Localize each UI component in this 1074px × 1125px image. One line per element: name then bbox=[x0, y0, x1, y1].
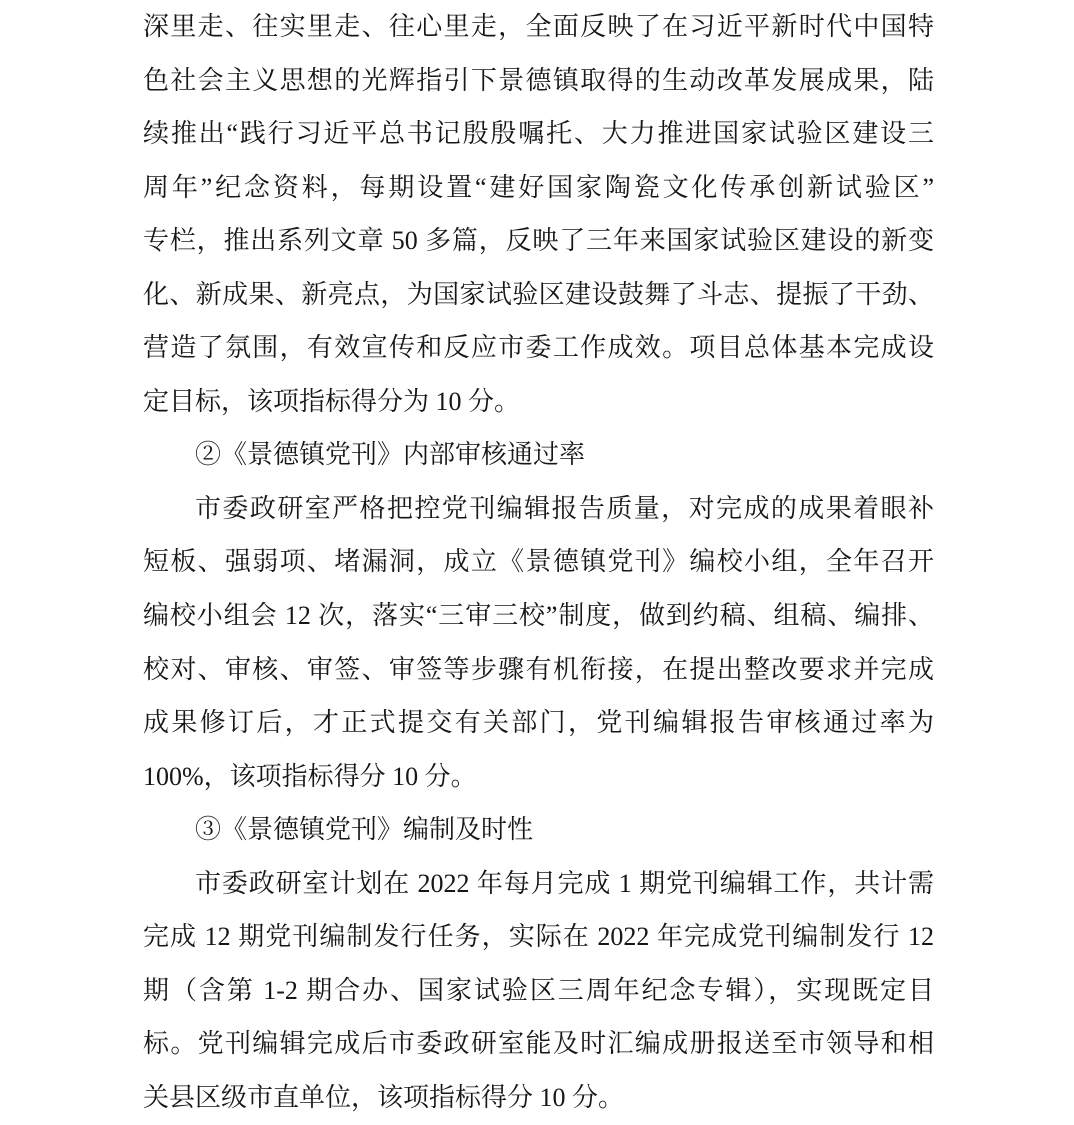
text-line: 编校小组会 12 次，落实“三审三校”制度，做到约稿、组稿、编排、 bbox=[143, 601, 934, 631]
text-line: 关县区级市直单位，该项指标得分 10 分。 bbox=[143, 1082, 625, 1112]
text-line: 期（含第 1-2 期合办、国家试验区三周年纪念专辑），实现既定目 bbox=[143, 975, 934, 1005]
text-line: 市委政研室严格把控党刊编辑报告质量，对完成的成果着眼补 bbox=[195, 493, 934, 523]
paragraph-continuation bbox=[143, 0, 934, 428]
text-line: 完成 12 期党刊编制发行任务，实际在 2022 年完成党刊编制发行 12 bbox=[143, 922, 934, 952]
paragraph-internal-review bbox=[143, 482, 934, 803]
text-line: 校对、审核、审签、审签等步骤有机衔接，在提出整改要求并完成 bbox=[143, 654, 934, 684]
text-line: 周年”纪念资料，每期设置“建好国家陶瓷文化传承创新试验区” bbox=[143, 172, 934, 202]
text-line: 深里走、往实里走、往心里走，全面反映了在习近平新时代中国特 bbox=[143, 12, 934, 41]
text-line: ③《景德镇党刊》编制及时性 bbox=[195, 815, 534, 845]
text-line: 营造了氛围，有效宣传和反应市委工作成效。项目总体基本完成设 bbox=[143, 333, 934, 363]
text-line: ②《景德镇党刊》内部审核通过率 bbox=[195, 440, 586, 470]
paragraph-timeliness bbox=[143, 857, 934, 1125]
text-line: 短板、强弱项、堵漏洞，成立《景德镇党刊》编校小组，全年召开 bbox=[143, 547, 934, 577]
text-line: 标。党刊编辑完成后市委政研室能及时汇编成册报送至市领导和相 bbox=[143, 1029, 934, 1059]
text-line: 化、新成果、新亮点，为国家试验区建设鼓舞了斗志、提振了干劲、 bbox=[143, 279, 934, 309]
heading-item-2 bbox=[143, 428, 934, 482]
text-line: 色社会主义思想的光辉指引下景德镇取得的生动改革发展成果，陆 bbox=[143, 65, 934, 95]
text-line: 成果修订后，才正式提交有关部门，党刊编辑报告审核通过率为 bbox=[143, 708, 934, 738]
text-line: 市委政研室计划在 2022 年每月完成 1 期党刊编辑工作，共计需 bbox=[195, 868, 934, 898]
document-content bbox=[143, 0, 934, 1124]
text-line: 100%，该项指标得分 10 分。 bbox=[143, 761, 477, 791]
text-line: 定目标，该项指标得分为 10 分。 bbox=[143, 386, 521, 416]
heading-item-3 bbox=[143, 803, 934, 857]
text-line: 续推出“践行习近平总书记殷殷嘱托、大力推进国家试验区建设三 bbox=[143, 119, 934, 149]
text-line: 专栏，推出系列文章 50 多篇，反映了三年来国家试验区建设的新变 bbox=[143, 226, 934, 256]
